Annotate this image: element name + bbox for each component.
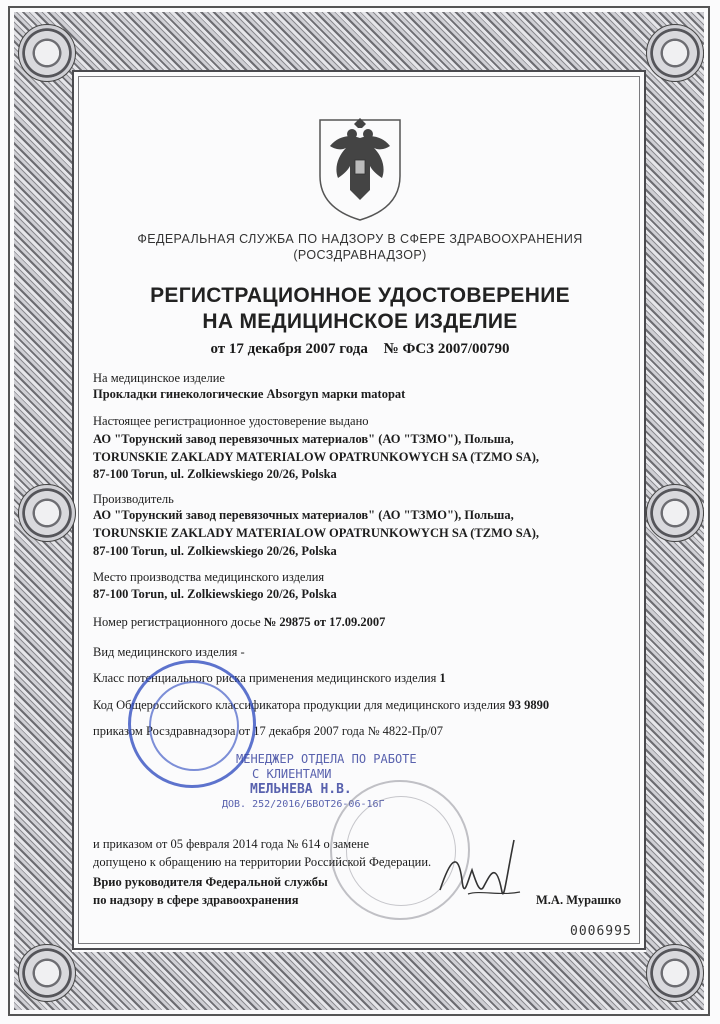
registration-order: приказом Росздравнадзора от 17 декабря 2007 года № 4822-Пр/07 (93, 724, 444, 738)
risk-class-label: Класс потенциального риска применения медицинского изделия (93, 671, 437, 685)
issued-to-line: 87-100 Torun, ul. Zolkiewskiego 20/26, Polska (93, 467, 337, 481)
document-title: РЕГИСТРАЦИОННОЕ УДОСТОВЕРЕНИЕ (150, 284, 570, 307)
document-subtitle: НА МЕДИЦИНСКОЕ ИЗДЕЛИЕ (202, 310, 518, 333)
manufacturer-line: АО "Торунский завод перевязочных материалов" (АО "ТЗМО"), Польша, (93, 508, 514, 522)
serial-number: 0006995 (570, 924, 632, 939)
issued-to-line: TORUNSKIE ZAKLADY MATERIALOW OPATRUNKOWYCH SA (TZMO SA), (93, 450, 539, 464)
risk-class-value: 1 (439, 671, 446, 685)
issue-date: от 17 декабря 2007 года (210, 341, 368, 357)
agency-abbreviation: (РОСЗДРАВНАДЗОР) (293, 248, 427, 262)
replacement-order: и приказом от 05 февраля 2014 года № 614 о замене (93, 837, 370, 851)
certificate-dateline (100, 341, 620, 358)
production-site-label: Место производства медицинского изделия (93, 570, 325, 584)
stamp-line: ДОВ. 252/2016/БВОТ26-06-16Г (222, 799, 385, 810)
signature-icon (410, 820, 530, 920)
stamp-line: С КЛИЕНТАМИ (252, 767, 332, 781)
certificate-number: № ФСЗ 2007/00790 (383, 341, 510, 357)
device-type-label: Вид медицинского изделия - (93, 645, 245, 659)
signatory-title: Врио руководителя Федеральной службы (93, 875, 328, 889)
coat-of-arms-icon (316, 116, 404, 222)
issued-to-line: АО "Торунский завод перевязочных материалов" (АО "ТЗМО"), Польша, (93, 432, 514, 446)
issued-to-label: Настоящее регистрационное удостоверение выдано (93, 414, 369, 428)
product-value: Прокладки гинекологические Absorgyn марки matopat (93, 387, 406, 401)
dossier-row (93, 614, 385, 630)
agency-name: ФЕДЕРАЛЬНАЯ СЛУЖБА ПО НАДЗОРУ В СФЕРЕ ЗДРАВООХРАНЕНИЯ (137, 232, 583, 246)
stamp-line: МЕЛЬНЕВА Н.В. (250, 782, 352, 797)
manufacturer-label: Производитель (93, 492, 174, 506)
product-label: На медицинское изделие (93, 371, 225, 385)
signatory-name: М.А. Мурашко (536, 893, 622, 907)
production-site-value: 87-100 Torun, ul. Zolkiewskiego 20/26, Polska (93, 587, 337, 601)
manufacturer-line: TORUNSKIE ZAKLADY MATERIALOW OPATRUNKOWYCH SA (TZMO SA), (93, 526, 539, 540)
dossier-value: № 29875 от 17.09.2007 (263, 615, 386, 629)
dossier-label: Номер регистрационного досье (93, 615, 261, 629)
okp-code-label: Код Общероссийского классификатора продукции для медицинского изделия (93, 698, 506, 712)
circulation-approval: допущено к обращению на территории Российской Федерации. (93, 855, 432, 869)
stamp-line: МЕНЕДЖЕР ОТДЕЛА ПО РАБОТЕ (236, 752, 417, 766)
signatory-title-cont: по надзору в сфере здравоохранения (93, 893, 299, 907)
okp-code-value: 93 9890 (508, 698, 550, 712)
manufacturer-line: 87-100 Torun, ul. Zolkiewskiego 20/26, Polska (93, 544, 337, 558)
